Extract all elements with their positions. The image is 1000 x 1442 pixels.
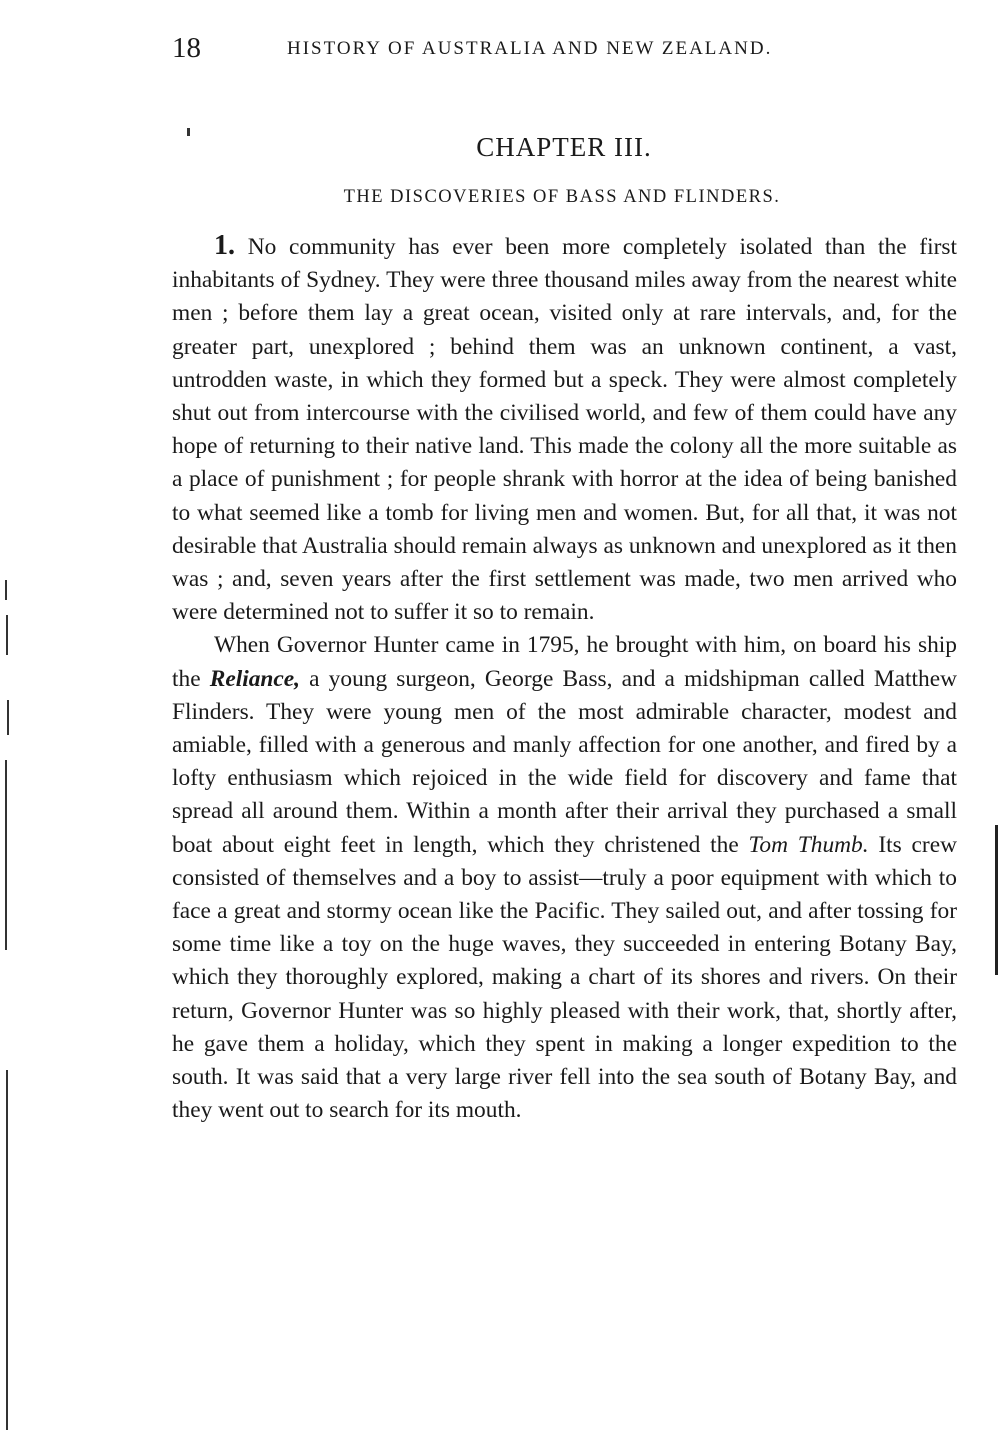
chapter-heading: CHAPTER III. (476, 132, 652, 162)
chapter-subtitle: THE DISCOVERIES OF BASS AND FLINDERS. (343, 187, 781, 207)
running-head (0, 30, 1000, 70)
scan-mark (5, 760, 7, 950)
boat-name: Tom Thumb. (748, 831, 869, 858)
body-text (172, 229, 957, 1127)
ship-name: Reliance, (209, 665, 301, 692)
scan-mark (6, 615, 8, 655)
paragraph-1-text: No community has ever been more completely isolated than the first inhabitants of Sydney. They were three thousand miles away from the nearest white men ; before them lay a great ocean, visited only at rare intervals, and, for the greater part, unexplored ; behind them was an unknown continent, a vast, untrodden waste, in which they formed but a speck. They were almost completely shut out from intercourse with the civilised world, and few of them could have any hope of returning to their native land. This made the colony all the more suitable as a place of punishment ; for people shrank with horror at the idea of being banished to what seemed like a tomb for living men and women. But, for all that, it was not desirable that Australia should remain always as unknown and unexplored as it then was ; and, seven years after the first settlement was made, two men arrived who were determined not to suffer it so to remain. (172, 234, 957, 626)
paragraph-1 (172, 229, 957, 629)
scan-mark (5, 580, 7, 600)
paragraph-2 (172, 629, 957, 1127)
section-number: 1. (214, 230, 235, 261)
scan-mark (187, 128, 190, 136)
book-title: HISTORY OF AUSTRALIA AND NEW ZEALAND. (287, 38, 773, 59)
scan-mark (995, 825, 998, 975)
scan-mark (7, 700, 9, 735)
scan-mark (6, 1070, 8, 1430)
page-number: 18 (172, 32, 201, 64)
paragraph-2-text-c: Its crew consisted of themselves and a boy to assist—truly a poor equipment with which to face a great and stormy ocean like the Pacific. They sailed out, and after tossing for some time like a toy on the huge waves, they succeeded in entering Botany Bay, which they thoroughly explored, making a chart of its shores and rivers. On their return, Governor Hunter was so highly pleased with their work, that, shortly after, he gave them a holiday, which they spent in making a longer expedition to the south. It was said that a very large river fell into the sea south of Botany Bay, and they went out to search for its mouth. (172, 831, 957, 1124)
paragraph-2-text-b: a young surgeon, George Bass, and a midshipman called Matthew Flinders. They were young men of the most admirable character, modest and amiable, filled with a generous and manly affection for one another, and fired by a lofty enthusiasm which rejoiced in the wide field for discovery and fame that spread all around them. Within a month after their arrival they purchased a small boat about eight feet in length, which they christened the (172, 665, 957, 858)
paragraph-2-text-a: When Governor Hunter came in 1795, he brought with him, on board his ship the (172, 632, 957, 692)
